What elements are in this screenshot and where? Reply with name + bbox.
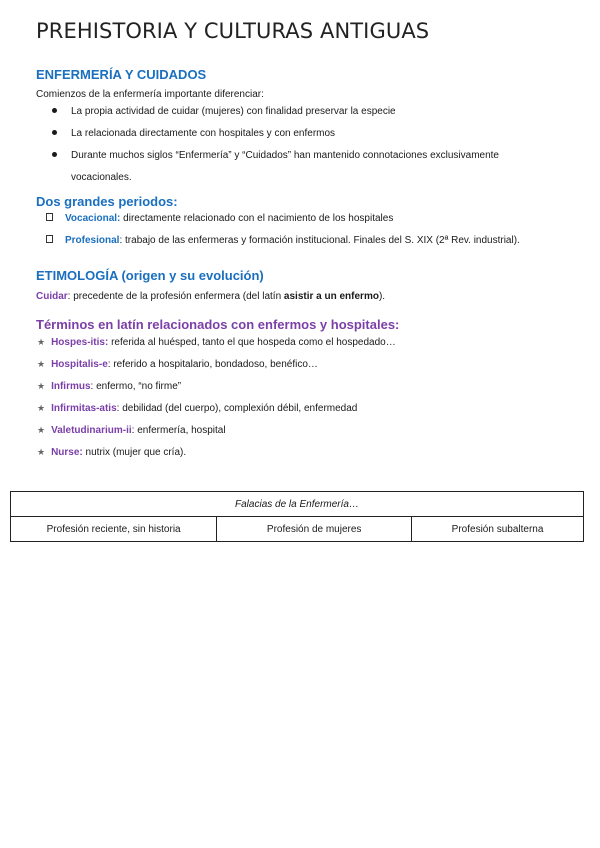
checkbox-icon: [46, 213, 53, 221]
list-item: La propia actividad de cuidar (mujeres) con finalidad preservar la especie: [52, 106, 396, 117]
section-heading-enfermeria: ENFERMERÍA Y CUIDADOS: [36, 67, 207, 82]
bullet-icon: [52, 108, 57, 113]
list-item: ★ Valetudinarium-ii: enfermería, hospital: [37, 425, 226, 436]
star-icon: ★: [37, 447, 46, 457]
list-item: La relacionada directamente con hospitales y con enfermos: [52, 128, 335, 139]
section-heading-periodos: Dos grandes periodos:: [36, 194, 178, 209]
checkbox-icon: [46, 235, 53, 243]
list-item: Profesional: trabajo de las enfermeras y formación institucional. Finales del S. XIX (2ª Rev. industrial).: [46, 235, 520, 246]
list-item-continuation: vocacionales.: [71, 172, 132, 183]
bullet-icon: [52, 152, 57, 157]
star-icon: ★: [37, 403, 46, 413]
table-cell: Profesión reciente, sin historia: [11, 517, 217, 542]
section-heading-latin: Términos en latín relacionados con enfermos y hospitales:: [36, 317, 400, 332]
section-heading-etimologia: ETIMOLOGÍA (origen y su evolución): [36, 268, 264, 283]
list-item: Durante muchos siglos “Enfermería” y “Cuidados” han mantenido connotaciones exclusivamente: [52, 150, 499, 161]
list-item: Vocacional: directamente relacionado con el nacimiento de los hospitales: [46, 213, 393, 224]
table-cell: Profesión subalterna: [412, 517, 584, 542]
bullet-icon: [52, 130, 57, 135]
table-header: Falacias de la Enfermería…: [11, 492, 584, 517]
intro-text: Comienzos de la enfermería importante diferenciar:: [36, 89, 264, 100]
fallacies-table: [10, 491, 584, 542]
star-icon: ★: [37, 337, 46, 347]
page-title: PREHISTORIA Y CULTURAS ANTIGUAS: [36, 19, 430, 43]
star-icon: ★: [37, 381, 46, 391]
star-icon: ★: [37, 425, 46, 435]
cuidar-definition: Cuidar: precedente de la profesión enfermera (del latín asistir a un enfermo).: [36, 291, 386, 302]
list-item: ★ Infirmitas-atis: debilidad (del cuerpo), complexión débil, enfermedad: [37, 403, 358, 414]
list-item: ★ Hospitalis-e: referido a hospitalario, bondadoso, benéfico…: [37, 359, 318, 370]
list-item: ★ Nurse: nutrix (mujer que cría).: [37, 447, 187, 458]
list-item: ★ Hospes-itis: referida al huésped, tanto el que hospeda como el hospedado…: [37, 337, 396, 348]
list-item: ★ Infirmus: enfermo, “no firme”: [37, 381, 182, 392]
star-icon: ★: [37, 359, 46, 369]
table-cell: Profesión de mujeres: [217, 517, 412, 542]
